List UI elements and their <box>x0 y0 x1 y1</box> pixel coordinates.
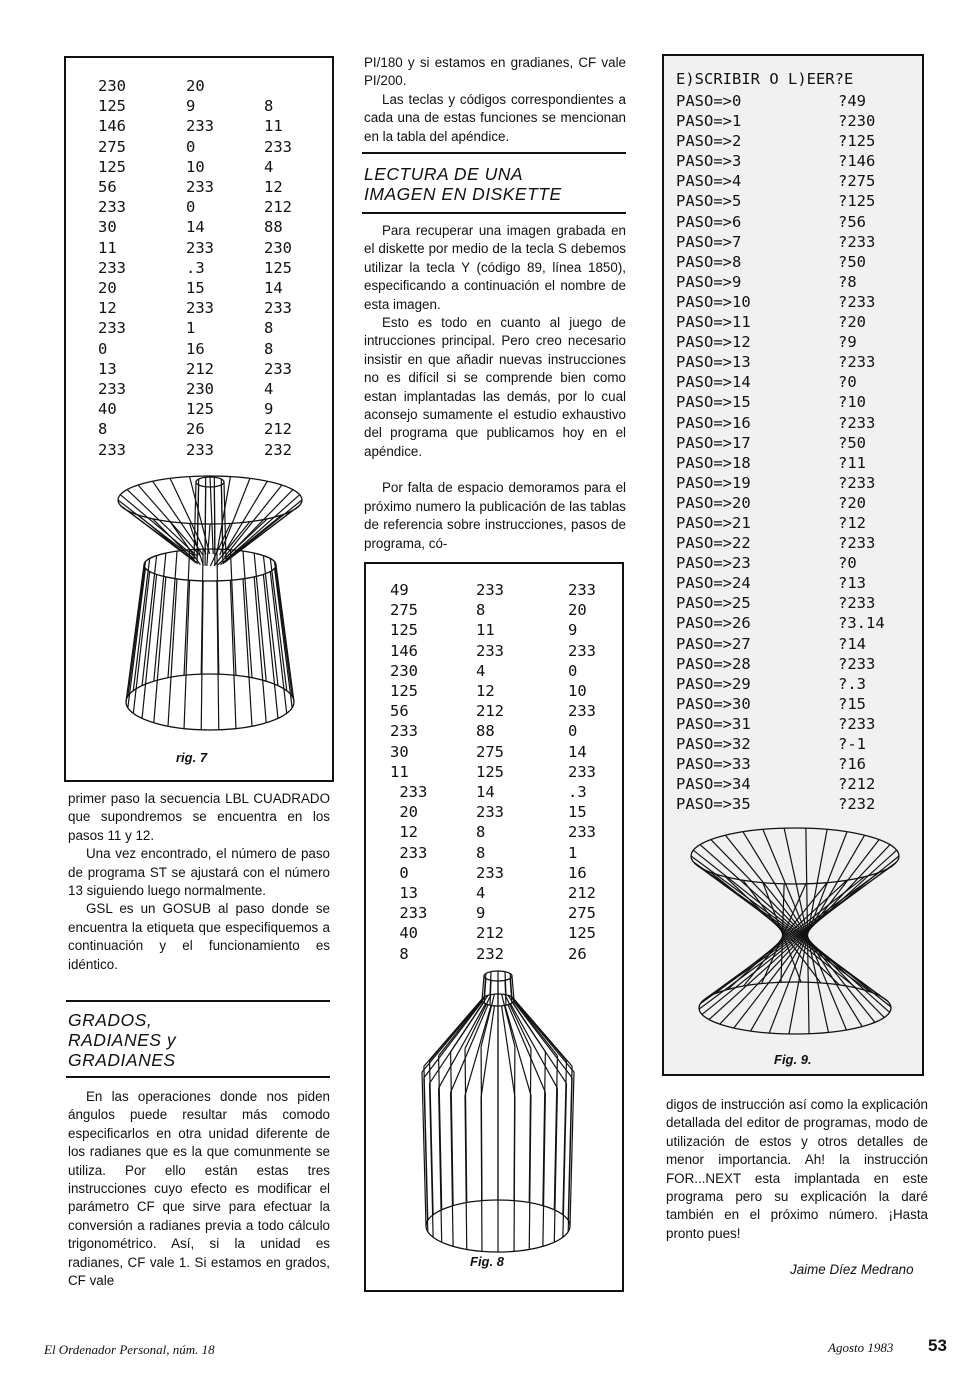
paso-step: PASO=>20 <box>676 493 751 512</box>
paso-row <box>676 674 916 694</box>
paso-row <box>676 131 916 151</box>
fig7-cell: 14 <box>186 218 205 237</box>
heading-grados <box>68 1010 176 1070</box>
paso-value: ?146 <box>838 152 876 171</box>
fig7-wireframe <box>110 470 310 750</box>
fig8-cell: 49 <box>390 581 409 599</box>
fig7-cell <box>264 76 292 96</box>
paso-value: ?212 <box>838 775 876 794</box>
paso-row <box>676 493 916 513</box>
paso-step: PASO=>15 <box>676 393 751 412</box>
paso-row <box>676 553 916 573</box>
fig9-wireframe <box>684 820 906 1050</box>
fig8-cell: 8 <box>476 843 486 862</box>
fig8-cell: 4 <box>476 661 486 680</box>
fig8-cell: 275 <box>476 742 504 761</box>
fig7-cell: 233 <box>98 380 126 399</box>
fig7-cell: 26 <box>186 420 205 439</box>
fig7-cell: 275 <box>98 137 126 156</box>
fig8-cell: 233 <box>476 803 504 822</box>
paso-value: ?233 <box>838 292 876 311</box>
paso-step: PASO=>27 <box>676 634 751 653</box>
paso-step: PASO=>18 <box>676 453 751 472</box>
fig9-caption: Fig. 9. <box>774 1052 812 1067</box>
fig8-cell: 12 <box>390 823 418 842</box>
fig8-cell: 8 <box>476 601 486 620</box>
paso-step: PASO=>25 <box>676 594 751 613</box>
left-paragraph-1: primer paso la secuencia LBL CUADRADO que supondremos se encuentra en los pasos 11 y 12. <box>68 791 330 843</box>
fig7-cell: 233 <box>98 440 126 459</box>
fig7-cell: 16 <box>186 339 205 358</box>
paso-value: ?0 <box>838 554 857 573</box>
paso-value: ?233 <box>838 654 876 673</box>
paso-value: ?20 <box>838 493 866 512</box>
paso-value: ?12 <box>838 513 866 532</box>
paso-step: PASO=>28 <box>676 654 751 673</box>
fig7-cell: 212 <box>264 198 292 217</box>
paso-step: PASO=>3 <box>676 152 742 171</box>
paso-list <box>676 91 916 814</box>
fig7-cell: 0 <box>186 198 196 217</box>
fig7-cell: 4 <box>264 157 274 176</box>
paso-step: PASO=>29 <box>676 674 751 693</box>
paso-step: PASO=>4 <box>676 172 742 191</box>
fig8-cell: 125 <box>390 682 418 701</box>
paso-row <box>676 734 916 754</box>
paso-value: ?-1 <box>838 735 866 753</box>
fig8-cell: 233 <box>568 823 596 842</box>
fig8-cell: 0 <box>568 722 578 741</box>
fig8-number-table <box>390 580 610 970</box>
fig8-cell: 4 <box>476 884 486 903</box>
paso-value: ?125 <box>838 192 876 211</box>
fig8-cell: 233 <box>476 581 504 599</box>
paso-row <box>676 212 916 232</box>
paso-value: ?9 <box>838 333 857 352</box>
paso-row <box>676 413 916 433</box>
divider <box>66 1076 330 1078</box>
paso-row <box>676 392 916 412</box>
paso-row <box>676 191 916 211</box>
paso-value: ?233 <box>838 413 876 432</box>
paso-step: PASO=>26 <box>676 614 751 633</box>
divider <box>66 1000 330 1002</box>
paso-step: PASO=>22 <box>676 534 751 553</box>
paso-value: ?0 <box>838 373 857 392</box>
paso-row <box>676 473 916 493</box>
fig7-cell: 12 <box>264 178 283 197</box>
paso-row <box>676 252 916 272</box>
paso-row <box>676 694 916 714</box>
paso-step: PASO=>13 <box>676 353 751 372</box>
paso-value: ?233 <box>838 473 876 492</box>
paso-step: PASO=>35 <box>676 795 751 814</box>
paso-row <box>676 754 916 774</box>
fig8-cell: 233 <box>390 783 428 802</box>
paso-value: ?3.14 <box>838 614 885 633</box>
paso-value: ?56 <box>838 212 866 231</box>
paso-row <box>676 232 916 252</box>
fig7-cell: 233 <box>186 440 214 459</box>
paso-step: PASO=>34 <box>676 775 751 794</box>
fig8-cell: 40 <box>390 924 418 943</box>
fig8-cell: 8 <box>476 823 486 842</box>
fig8-cell: 275 <box>390 601 418 620</box>
paso-header: E)SCRIBIR O L)EER?E <box>676 70 854 88</box>
paso-row <box>676 111 916 131</box>
fig7-cell: 0 <box>186 137 196 156</box>
paso-row <box>676 453 916 473</box>
heading-line-3: GRADIANES <box>68 1050 176 1070</box>
paso-value: ?275 <box>838 172 876 191</box>
paso-row <box>676 613 916 633</box>
paso-row <box>676 774 916 794</box>
divider <box>362 212 626 214</box>
fig7-cell: 10 <box>186 157 205 176</box>
fig7-cell: 11 <box>98 238 117 257</box>
fig7-col-3 <box>264 76 292 460</box>
paso-step: PASO=>9 <box>676 272 742 291</box>
fig8-col-1 <box>390 580 427 964</box>
paso-value: ?49 <box>838 92 866 110</box>
paso-step: PASO=>19 <box>676 473 751 492</box>
lectura-paragraph-3: Por falta de espacio demoramos para el próximo numero la publicación de las tablas de referencia sobre instrucciones, pasos de programa, có- <box>364 480 626 551</box>
fig7-cell: 125 <box>264 258 292 277</box>
fig8-cell: 20 <box>568 601 587 620</box>
fig8-cell: 275 <box>568 904 596 923</box>
fig7-cell: 8 <box>98 420 108 439</box>
paso-row <box>676 433 916 453</box>
fig8-cell: 10 <box>568 682 587 701</box>
fig7-cell: 233 <box>264 359 292 378</box>
fig7-cell: 12 <box>98 299 117 318</box>
fig8-cell: 230 <box>390 661 418 680</box>
fig7-cell: 125 <box>98 157 126 176</box>
paso-value: ?50 <box>838 433 866 452</box>
fig8-cell: 233 <box>568 581 596 599</box>
fig7-col-1 <box>98 76 126 460</box>
author: Jaime Díez Medrano <box>790 1262 914 1277</box>
fig7-cell: 233 <box>186 178 214 197</box>
paso-value: ?233 <box>838 353 876 372</box>
fig8-cell: 233 <box>390 843 428 862</box>
paso-step: PASO=>17 <box>676 433 751 452</box>
fig8-cell: 14 <box>568 742 587 761</box>
grados-text <box>68 1088 330 1290</box>
paso-value: ?14 <box>838 634 866 653</box>
paso-value: ?20 <box>838 313 866 332</box>
fig7-cell: 146 <box>98 117 126 136</box>
fig7-cell: 4 <box>264 380 274 399</box>
fig7-cell: 8 <box>264 319 274 338</box>
paso-step: PASO=>32 <box>676 735 751 753</box>
grados-paragraph: En las operaciones donde nos piden ángulos puede resultar más comodo especificarlos en otra unidad diferente de los radianes que es la que comunmente se utiliza. Por ello están estas tres instrucciones cuyo efecto es modificar el parámetro CF que sirve para efectuar la conversión a radianes previa a todo cálculo trigonométrico. Así, si la unidad es radianes, CF vale 1. Si estamos en grados, CF vale <box>68 1089 330 1289</box>
heading-line-2: IMAGEN EN DISKETTE <box>364 184 562 204</box>
fig7-cell: .3 <box>186 258 205 277</box>
heading-lectura <box>364 164 562 204</box>
paso-value: ?13 <box>838 574 866 593</box>
paso-step: PASO=>7 <box>676 232 742 251</box>
fig8-cell: 20 <box>390 803 418 822</box>
paso-step: PASO=>5 <box>676 192 742 211</box>
paso-value: ?233 <box>838 534 876 553</box>
fig7-cell: 233 <box>186 238 214 257</box>
paso-step: PASO=>14 <box>676 373 751 392</box>
fig8-cell: 212 <box>476 924 504 943</box>
right-text <box>666 1096 928 1243</box>
paso-value: ?8 <box>838 272 857 291</box>
heading-line-2: RADIANES y <box>68 1030 177 1050</box>
paso-step: PASO=>0 <box>676 92 742 110</box>
paso-row <box>676 654 916 674</box>
lectura-text <box>364 222 626 553</box>
paso-step: PASO=>23 <box>676 554 751 573</box>
fig7-cell: 15 <box>186 279 205 298</box>
heading-line-1: LECTURA DE UNA <box>364 164 524 184</box>
paso-step: PASO=>10 <box>676 292 751 311</box>
paso-step: PASO=>11 <box>676 313 751 332</box>
paso-row <box>676 513 916 533</box>
fig7-cell: 20 <box>98 279 117 298</box>
left-text <box>68 790 330 974</box>
fig7-cell: 8 <box>264 97 274 116</box>
fig7-cell: 233 <box>264 299 292 318</box>
paso-step: PASO=>30 <box>676 694 751 713</box>
lectura-paragraph-1: Para recuperar una imagen grabada en el diskette por medio de la tecla S debemos utilizar la tecla Y (código 89, línea 1850), especificando a continuación el nombre de esta imagen. <box>364 223 626 312</box>
fig8-cell: 125 <box>390 621 418 640</box>
fig8-cell: 212 <box>568 884 596 903</box>
fig8-cell: .3 <box>568 783 587 802</box>
paso-row <box>676 272 916 292</box>
paso-row <box>676 714 916 734</box>
middle-top-text <box>364 54 626 146</box>
paso-value: ?230 <box>838 112 876 131</box>
footer-date: Agosto 1983 <box>828 1340 894 1355</box>
fig7-cell: 233 <box>186 117 214 136</box>
paso-value: ?10 <box>838 393 866 412</box>
fig7-cell: 212 <box>186 359 214 378</box>
paso-row <box>676 573 916 593</box>
paso-step: PASO=>31 <box>676 714 751 733</box>
paso-value: ?232 <box>838 795 876 814</box>
fig8-cell: 9 <box>476 904 486 923</box>
fig8-cell: 56 <box>390 702 409 721</box>
fig7-cell: 13 <box>98 359 117 378</box>
fig7-cell: 9 <box>264 400 274 419</box>
paso-value: ?.3 <box>838 674 866 693</box>
paso-step: PASO=>24 <box>676 574 751 593</box>
fig7-cell: 40 <box>98 400 117 419</box>
paso-step: PASO=>2 <box>676 132 742 151</box>
paso-value: ?233 <box>838 714 876 733</box>
fig8-cell: 233 <box>390 904 428 923</box>
paso-row <box>676 151 916 171</box>
paso-step: PASO=>16 <box>676 413 751 432</box>
fig8-cell: 0 <box>390 863 409 882</box>
paso-value: ?11 <box>838 453 866 472</box>
fig8-cell: 8 <box>390 944 409 963</box>
fig7-cell: 1 <box>186 319 196 338</box>
fig8-cell: 12 <box>476 682 495 701</box>
paso-row <box>676 352 916 372</box>
fig7-cell: 11 <box>264 117 283 136</box>
fig8-cell: 15 <box>568 803 587 822</box>
fig7-cell: 233 <box>98 258 126 277</box>
fig8-cell: 125 <box>568 924 596 943</box>
fig8-cell: 233 <box>568 641 596 660</box>
left-paragraph-2: Una vez encontrado, el número de paso de programa ST se ajustará con el número 13 siguiendo luego normalmente. <box>68 846 330 899</box>
fig7-cell: 0 <box>98 339 108 358</box>
paso-row <box>676 292 916 312</box>
fig7-col-2 <box>186 76 214 460</box>
fig7-cell: 88 <box>264 218 283 237</box>
fig8-wireframe <box>408 962 588 1262</box>
middle-paragraph-1: PI/180 y si estamos en gradianes, CF vale PI/200. <box>364 55 626 89</box>
fig7-cell: 212 <box>264 420 292 439</box>
paso-step: PASO=>1 <box>676 112 742 131</box>
paso-step: PASO=>8 <box>676 252 742 271</box>
paso-step: PASO=>33 <box>676 755 751 774</box>
divider <box>362 152 626 154</box>
fig7-cell: 125 <box>186 400 214 419</box>
fig7-cell: 56 <box>98 178 117 197</box>
fig7-cell: 9 <box>186 97 196 116</box>
middle-paragraph-2: Las teclas y códigos correspondientes a cada una de estas funciones se mencionan en la tabla del apéndice. <box>364 91 626 144</box>
fig7-cell: 20 <box>186 77 205 95</box>
paso-step: PASO=>6 <box>676 212 742 231</box>
paso-row <box>676 593 916 613</box>
fig7-cell: 233 <box>264 137 292 156</box>
fig8-caption: Fig. 8 <box>470 1254 504 1269</box>
fig8-cell: 125 <box>476 762 504 781</box>
fig7-cell: 230 <box>186 380 214 399</box>
paso-row <box>676 332 916 352</box>
lectura-paragraph-2: Esto es todo en cuanto al juego de intrucciones principal. Pero creo necesario insistir en que añadir nuevas instrucciones no es difícil si se comprende bien como estan implantadas las demás, por lo cual aconsejo sumamente el estudio exhaustivo del programa que publicamos hoy en el apéndice. <box>364 315 626 459</box>
paso-step: PASO=>12 <box>676 333 751 352</box>
fig8-cell: 14 <box>476 783 495 802</box>
left-paragraph-3: GSL es un GOSUB al paso donde se encuentra la etiqueta que especifiquemos a continuación y el funcionamiento es idéntico. <box>68 901 330 972</box>
paso-row <box>676 372 916 392</box>
paso-row <box>676 533 916 553</box>
paso-row <box>676 794 916 814</box>
fig7-cell: 233 <box>98 198 126 217</box>
fig8-cell: 0 <box>568 661 578 680</box>
fig8-cell: 233 <box>568 762 596 781</box>
fig8-cell: 30 <box>390 742 409 761</box>
paso-value: ?233 <box>838 232 876 251</box>
fig8-cell: 233 <box>390 722 418 741</box>
paso-value: ?50 <box>838 252 866 271</box>
fig8-cell: 232 <box>476 944 504 963</box>
fig8-cell: 233 <box>476 863 504 882</box>
paso-value: ?15 <box>838 694 866 713</box>
fig8-cell: 13 <box>390 884 418 903</box>
paso-value: ?233 <box>838 594 876 613</box>
fig8-cell: 11 <box>390 762 409 781</box>
fig8-cell: 1 <box>568 843 578 862</box>
footer-publication: El Ordenador Personal, núm. 18 <box>44 1342 215 1357</box>
fig8-cell: 16 <box>568 863 587 882</box>
fig8-cell: 233 <box>568 702 596 721</box>
page-number: 53 <box>928 1336 947 1355</box>
fig8-cell: 233 <box>476 641 504 660</box>
paso-row <box>676 634 916 654</box>
fig7-caption: rig. 7 <box>176 750 208 765</box>
fig8-cell: 88 <box>476 722 495 741</box>
paso-value: ?125 <box>838 132 876 151</box>
fig8-col-2 <box>476 580 504 964</box>
fig8-cell: 9 <box>568 621 578 640</box>
fig7-number-table <box>98 76 318 466</box>
fig7-cell: 233 <box>186 299 214 318</box>
fig7-cell: 14 <box>264 279 283 298</box>
fig8-cell: 11 <box>476 621 495 640</box>
fig7-cell: 8 <box>264 339 274 358</box>
fig8-cell: 26 <box>568 944 587 963</box>
heading-line-1: GRADOS, <box>68 1010 153 1030</box>
fig8-cell: 146 <box>390 641 418 660</box>
fig8-cell: 212 <box>476 702 504 721</box>
fig7-cell: 230 <box>98 77 126 95</box>
paso-step: PASO=>21 <box>676 513 751 532</box>
paso-row <box>676 171 916 191</box>
fig7-cell: 30 <box>98 218 117 237</box>
fig7-cell: 232 <box>264 440 292 459</box>
paso-value: ?16 <box>838 755 866 774</box>
fig7-cell: 125 <box>98 97 126 116</box>
fig7-cell: 230 <box>264 238 292 257</box>
right-paragraph: digos de instrucción así como la explicación detallada del editor de programas, modo de utilización de estos y otros detalles de menor importancia. Ah! la instrucción FOR...NEXT esta implantada en este programa pero su explicación la daré también en el próximo número. ¡Hasta pronto pues! <box>666 1097 928 1241</box>
paso-row <box>676 312 916 332</box>
paso-row <box>676 91 916 111</box>
fig8-col-3 <box>568 580 596 964</box>
fig7-cell: 233 <box>98 319 126 338</box>
